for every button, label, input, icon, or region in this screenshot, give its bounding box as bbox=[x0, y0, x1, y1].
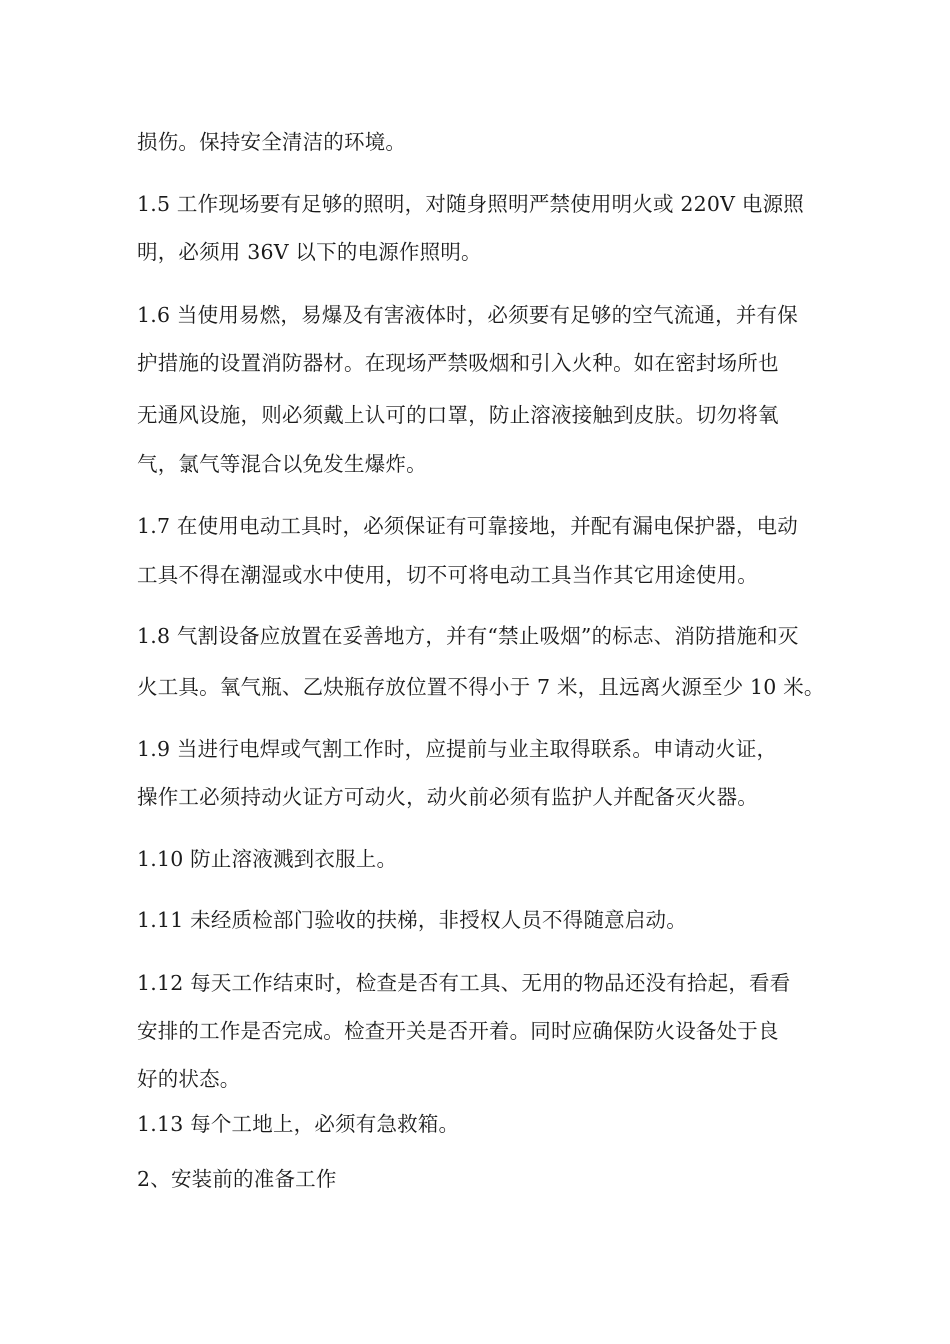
text-line: 明，必须用 36V 以下的电源作照明。 bbox=[137, 240, 482, 264]
text-line: 护措施的设置消防器材。在现场严禁吸烟和引入火种。如在密封场所也 bbox=[137, 351, 779, 375]
text-line: 安排的工作是否完成。检查开关是否开着。同时应确保防火设备处于良 bbox=[137, 1019, 779, 1043]
section-heading: 2、安装前的准备工作 bbox=[137, 1167, 337, 1191]
text-line: 工具不得在潮湿或水中使用，切不可将电动工具当作其它用途使用。 bbox=[137, 563, 758, 587]
text-line: 1.6 当使用易燃，易爆及有害液体时，必须要有足够的空气流通，并有保 bbox=[137, 303, 798, 327]
text-line: 气，氯气等混合以免发生爆炸。 bbox=[137, 452, 427, 476]
text-line: 1.11 未经质检部门验收的扶梯，非授权人员不得随意启动。 bbox=[137, 908, 687, 932]
text-line: 1.7 在使用电动工具时，必须保证有可靠接地，并配有漏电保护器，电动 bbox=[137, 514, 798, 538]
text-line: 1.13 每个工地上，必须有急救箱。 bbox=[137, 1112, 460, 1136]
text-line: 1.12 每天工作结束时，检查是否有工具、无用的物品还没有拾起，看看 bbox=[137, 971, 791, 995]
text-line: 火工具。氧气瓶、乙炔瓶存放位置不得小于 7 米，且远离火源至少 10 米。 bbox=[137, 675, 825, 699]
text-line: 损伤。保持安全清洁的环境。 bbox=[137, 130, 407, 154]
text-line: 操作工必须持动火证方可动火，动火前必须有监护人并配备灭火器。 bbox=[137, 785, 758, 809]
text-line: 1.9 当进行电焊或气割工作时，应提前与业主取得联系。申请动火证， bbox=[137, 737, 778, 761]
text-line: 无通风设施，则必须戴上认可的口罩，防止溶液接触到皮肤。切勿将氧 bbox=[137, 403, 779, 427]
text-line: 1.10 防止溶液溅到衣服上。 bbox=[137, 847, 398, 871]
text-line: 好的状态。 bbox=[137, 1067, 241, 1091]
text-line: 1.8 气割设备应放置在妥善地方，并有“禁止吸烟”的标志、消防措施和灭 bbox=[137, 624, 799, 648]
text-line: 1.5 工作现场要有足够的照明，对随身照明严禁使用明火或 220V 电源照 bbox=[137, 192, 804, 216]
